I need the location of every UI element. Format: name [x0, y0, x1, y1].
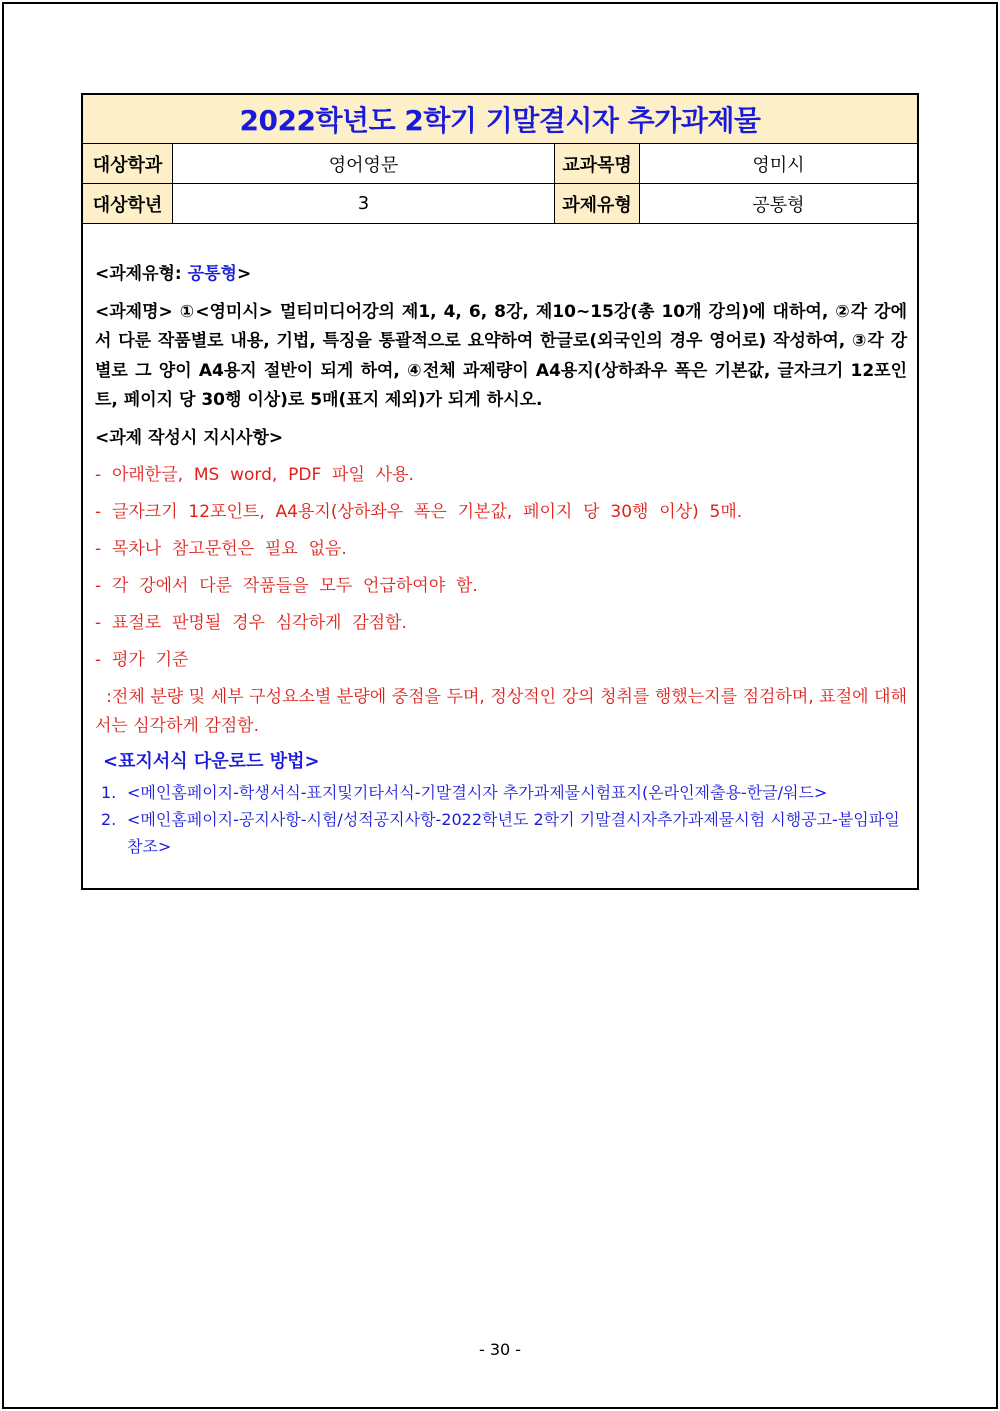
- download-item: [95, 779, 907, 806]
- task-type-value: 공통형: [187, 264, 237, 284]
- year-label: 대상학년: [83, 184, 173, 223]
- instruction-item: - 글자크기 12포인트, A4용지(상하좌우 폭은 기본값, 페이지 당 30행 이상) 5매.: [95, 502, 743, 522]
- info-row-2: [83, 184, 917, 224]
- task-type-line: [95, 260, 907, 290]
- download-item-number: 1.: [101, 783, 117, 802]
- instructions-heading: <과제 작성시 지시사항>: [95, 427, 284, 448]
- year-value: 3: [173, 184, 555, 223]
- course-label: 교과목명: [555, 144, 640, 183]
- dept-value: 영어영문: [173, 144, 555, 183]
- download-item-text: <메인홈페이지-학생서식-표지및기타서식-기말결시자 추가과제물시험표지(온라인제출용-한글/워드>: [127, 783, 828, 802]
- type-label: 과제유형: [555, 184, 640, 223]
- task-type-suffix: >: [236, 264, 252, 284]
- instructions-list: [95, 461, 907, 741]
- sheet-title: 2022학년도 2학기 기말결시자 추가과제물: [83, 95, 917, 144]
- download-item-number: 2.: [101, 810, 117, 829]
- task-description: <과제명> ①<영미시> 멀티미디어강의 제1, 4, 6, 8강, 제10~15강(총 10개 강의)에 대하여, ②각 강에서 다룬 작품별로 내용, 기법, 특징을 통괄적으로 요약하여 한글로(외국인의 경우 영어로) 작성하여, ③각 강별로 그 양이 A4용지 절반이 되게 하여, ④전체 과제량이 A4용지(상하좌우 폭은 기본값, 글자크기 12포인트, 페이지 당 30행 이상)로 5매(표지 제외)가 되게 하시오.: [95, 301, 907, 410]
- course-value: 영미시: [752, 154, 805, 176]
- download-heading: <표지서식 다운로드 방법>: [103, 751, 320, 772]
- type-value: 공통형: [752, 194, 805, 216]
- download-item: [95, 806, 907, 860]
- download-item-text: <메인홈페이지-공지사항-시험/성적공지사항-2022학년도 2학기 기말결시자추가과제물시험 시행공고-붙임파일 참조>: [127, 810, 900, 856]
- download-list: [95, 779, 907, 860]
- evaluation-criteria: :전체 분량 및 세부 구성요소별 분량에 중점을 두며, 정상적인 강의 청취를 행했는지를 점검하며, 표절에 대해서는 심각하게 감점함.: [95, 687, 907, 736]
- instruction-item: - 평가 기준: [95, 650, 189, 670]
- info-row-1: [83, 144, 917, 184]
- instruction-item: - 아래한글, MS word, PDF 파일 사용.: [95, 465, 414, 485]
- sheet-content: [83, 224, 917, 888]
- page-number: - 30 -: [478, 1340, 522, 1359]
- task-type-prefix: <과제유형:: [95, 264, 188, 284]
- instruction-item: - 표절로 판명될 경우 심각하게 감점함.: [95, 613, 407, 633]
- assignment-sheet: [81, 93, 919, 890]
- instruction-item: - 각 강에서 다룬 작품들을 모두 언급하여야 함.: [95, 576, 478, 596]
- dept-label: 대상학과: [83, 144, 173, 183]
- instruction-item: - 목차나 참고문헌은 필요 없음.: [95, 539, 347, 559]
